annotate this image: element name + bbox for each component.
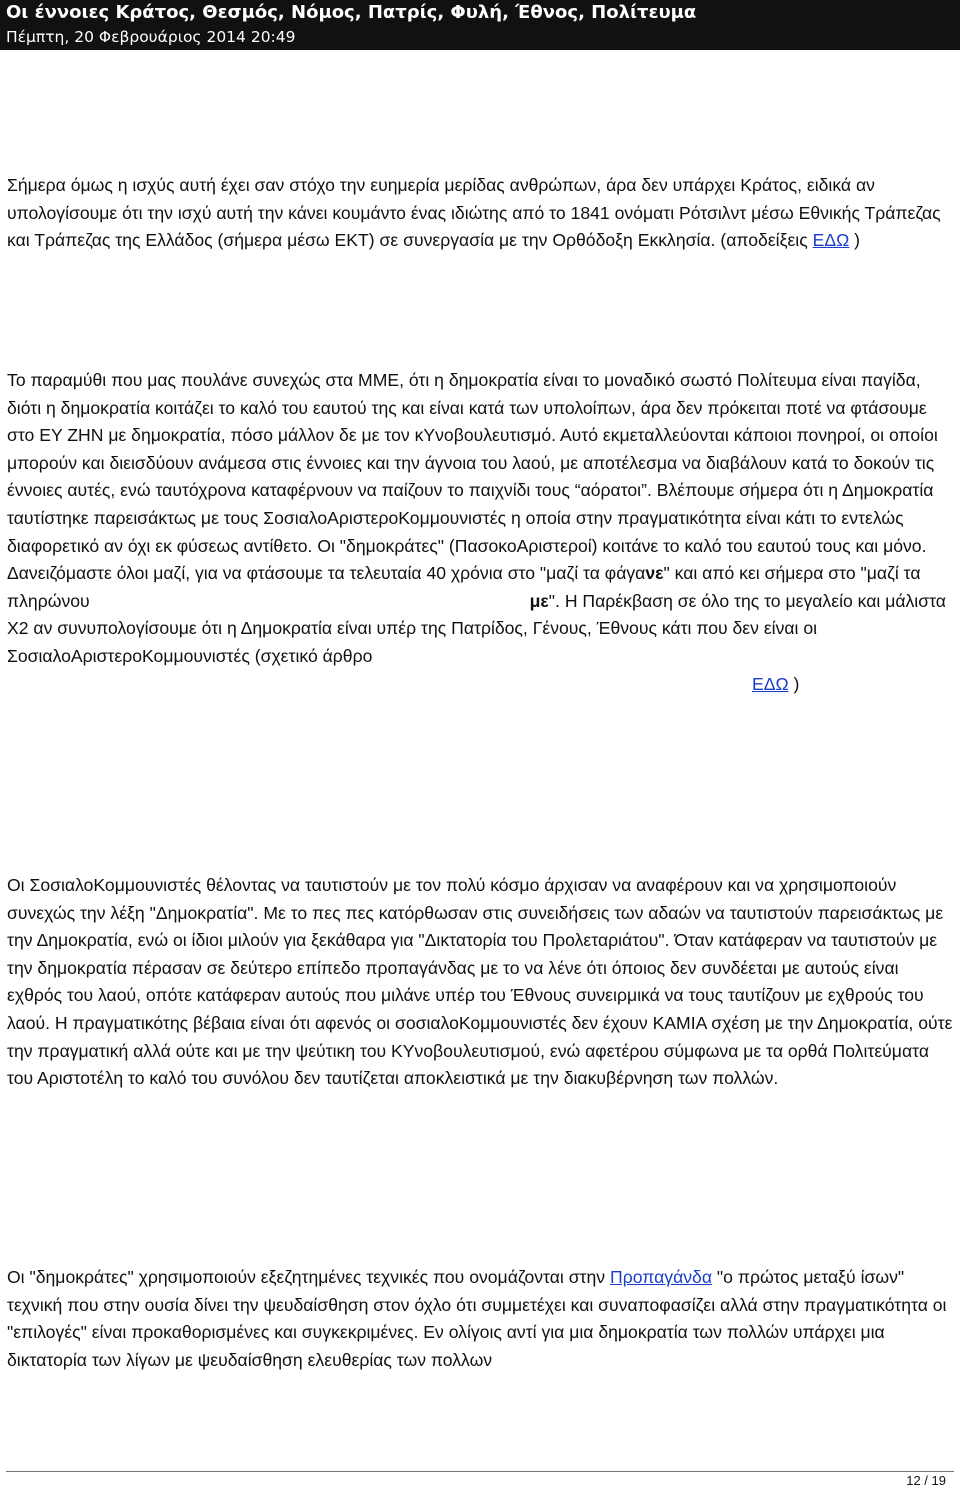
publish-date: Πέμπτη, 20 Φεβρουάριος 2014 20:49 (6, 28, 296, 46)
footer-divider (6, 1471, 954, 1472)
paragraph-4 (7, 1264, 953, 1374)
paragraph-2-text-a: Το παραμύθι που μας πουλάνε συνεχώς στα ΜΜΕ, ότι η δημοκρατία είναι το μοναδικό σωστό Πολίτευμα είναι παγίδα, διότι η δημοκρατία κοιτάζει το καλό του εαυτού της και είναι κατά των υπολοίπων, άρα δεν πρόκειται ποτέ να φτάσουμε στο ΕΥ ΖΗΝ με δημοκρατία, πόσο μάλλον δε με τον κΥνοβουλευτισμό. Αυτό εκμεταλλεύονται κάποιοι πονηροί, οι οποίοι μπορούν και διεισδύουν ανάμεσα στις έννοιες και την άγνοια του λαού, με αποτέλεσμα να διαβάλουν κατά το δοκούν τις έννοιες αυτές, ενώ ταυτόχρονα καταφέρνουν να παίζουν το παιχνίδι τους “αόρατοι”. Βλέπουμε σήμερα ότι η Δημοκρατία ταυτίστηκε παρεισάκτως με τους ΣοσιαλοΑριστεροΚομμουνιστές η οποία στην πραγματικότητα είναι κάτι το εντελώς διαφορετικό αν όχι εκ φύσεως αντίθετο. Οι "δημοκράτες" (ΠασοκοΑριστεροί) κοιτάνε το καλό του εαυτού τους και μόνο. Δανειζόμαστε όλοι μαζί, για να φτάσουμε τα τελευταία 40 χρόνια στο "μαζί τα φάγα (7, 370, 938, 584)
page-number: 12 / 19 (906, 1473, 946, 1488)
paragraph-1-close: ) (849, 230, 860, 251)
page-header (0, 0, 960, 50)
paragraph-2-bold-b: με (529, 590, 549, 611)
paragraph-2 (7, 367, 953, 698)
related-article-link[interactable]: ΕΔΩ (752, 673, 789, 694)
document-title: Οι έννοιες Κράτος, Θεσμός, Νόμος, Πατρίς, Φυλή, Έθνος, Πολίτευμα (6, 2, 697, 23)
paragraph-1-text: Σήμερα όμως η ισχύς αυτή έχει σαν στόχο την ευημερία μερίδας ανθρώπων, άρα δεν υπάρχει Κράτος, ειδικά αν υπολογίσουμε ότι την ισχύ αυτή την κάνει κουμάντο ένας ιδιώτης από το 1841 ονόματι Ρότσιλντ μέσω Εθνικής Τράπεζας και Τράπεζας της Ελλάδος (σήμερα μέσω ΕΚΤ) σε συνεργασία με την Ορθόδοξη Εκκλησία. (αποδείξεις (7, 175, 941, 251)
paragraph-4-text-b: "ο πρώτος μεταξύ ίσων" τεχνική που στην ουσία δίνει την ψευδαίσθηση στον όχλο ότι συμμετέχει και συναποφασίζει αλλά στην πραγματικότητα οι "επιλογές" είναι προκαθορισμένες και συγκεκριμένες. Εν ολίγοις αντί για μια δημοκρατία των πολλών υπάρχει μια δικτατορία των λίγων με ψευδαίσθηση ελευθερίας των πολλων (7, 1267, 947, 1370)
paragraph-3: Οι ΣοσιαλοΚομμουνιστές θέλοντας να ταυτιστούν με τον πολύ κόσμο άρχισαν να αναφέρουν και να χρησιμοποιούν συνεχώς την λέξη "Δημοκρατία". Με το πες πες κατόρθωσαν στις συνειδήσεις των αδαών να ταυτιστούν παρεισάκτως με την Δημοκρατία, ενώ οι ίδιοι μιλούν για ξεκάθαρα για "Δικτατορία του Προλεταριάτου". Όταν κατάφεραν να ταυτιστούν με την δημοκρατία πέρασαν σε δεύτερο επίπεδο προπαγάνδας με το να λένε ότι όποιος δεν συνδέεται με αυτούς είναι εχθρός του λαού, οπότε κατάφεραν αυτούς που μιλάνε υπέρ του Έθνους συνειρμικά να τους ταυτίζουν με εχθρούς του λαού. Η πραγματικότης βέβαια είναι ότι αφενός οι σοσιαλοΚομμουνιστές δεν έχουν ΚΑΜΙΑ σχέση με την Δημοκρατία, ούτε την πραγματική αλλά ούτε και με την ψεύτικη του ΚΥνοβουλευτισμού, ενώ αφετέρου σύμφωνα με τα ορθά Πολιτεύματα του Αριστοτέλη το καλό του συνόλου δεν ταυτίζεται αποκλειστικά με την διακυβέρνηση των πολλών. (7, 875, 953, 1089)
paragraph-2-text-c: ". Η Παρέκβαση σε όλο της το μεγαλείο και μάλιστα Χ2 αν συνυπολογίσουμε ότι η Δημοκρατία είναι υπέρ της Πατρίδος, Γένους, Έθνους κάτι που δεν είναι οι ΣοσιαλοΑριστεροΚομμουνιστές (σχετικό άρθρο (7, 590, 946, 666)
paragraph-1 (7, 172, 953, 255)
paragraph-2-bold-a: νε (645, 563, 664, 584)
paragraph-2-text-b: " και από κει σήμερα στο "μαζί τα πληρώνου (7, 563, 921, 611)
paragraph-2-close: ) (788, 673, 800, 694)
evidence-link[interactable]: ΕΔΩ (812, 230, 850, 251)
propaganda-link[interactable]: Προπαγάνδα (609, 1267, 713, 1287)
paragraph-4-text-a: Οι "δημοκράτες" χρησιμοποιούν εξεζητημένες τεχνικές που ονομάζονται στην (7, 1267, 610, 1287)
